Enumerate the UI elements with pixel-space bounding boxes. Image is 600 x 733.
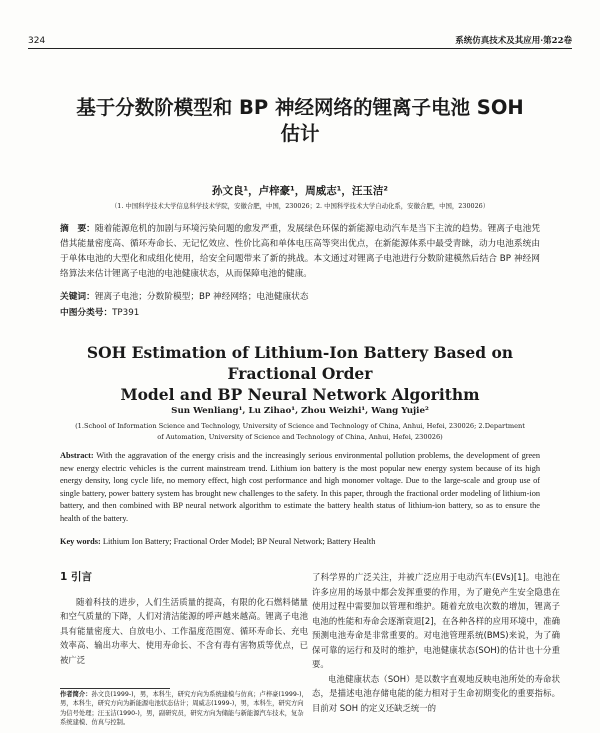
keywords-chinese-text: 锂离子电池；分数阶模型；BP 神经网络；电池健康状态 <box>94 292 309 302</box>
classification-value: TP391 <box>112 308 140 318</box>
running-header <box>28 32 572 46</box>
abstract-english <box>60 450 540 526</box>
page-number: 324 <box>28 36 46 46</box>
abstract-english-label: Abstract: <box>60 451 94 460</box>
body-column-left <box>60 570 308 667</box>
footnote-text: 孙文良(1999-)，男，本科生，研究方向为系统建模与仿真；卢梓豪(1999-)，男，本科生，研究方向为新能源电池状态估计；周威志(1999-)，男，本科生，研究方向为信号处理；汪玉洁(1990-)，男，副研究员，研究方向为储能与新能源汽车技术，复杂系统建模、仿真与控制。 <box>60 691 308 727</box>
keywords-english-label: Key words: <box>60 537 101 546</box>
footnote-rule <box>60 688 170 689</box>
journal-name: 系统仿真技术及其应用·第22卷 <box>455 36 572 46</box>
title-chinese-line1: 基于分数阶模型和 BP 神经网络的锂离子电池 SOH <box>76 96 524 119</box>
title-english-line1: SOH Estimation of Lithium-Ion Battery Based on Fractional Order <box>86 343 514 383</box>
affiliation-chinese: （1. 中国科学技术大学信息科学技术学院，安徽合肥，中国，230026；2. 中国科学技术大学自动化系，安徽合肥，中国，230026） <box>110 202 490 210</box>
title-english <box>60 342 540 405</box>
section-heading-introduction: 1 引言 <box>60 571 92 583</box>
body-paragraph: 随着科技的进步，人们生活质量的提高，有限的化石燃料储量和空气质量的下降，人们对清洁能源的呼声越来越高。锂离子电池具有能量密度大、自放电小、工作温度范围宽、循环寿命长、充电效率高、输出功率大、使用寿命长、不含有毒有害物质等优点，已被广泛 <box>60 596 308 665</box>
keywords-chinese <box>60 290 540 302</box>
abstract-chinese <box>60 222 540 282</box>
body-column-right <box>312 570 560 715</box>
abstract-english-text: With the aggravation of the energy crisis and the increasingly serious environmental pollution problems, the development of green new energy electric vehicles is the current mainstream trend. Lithium ion battery is the most popular new energy system because of its high energy density, long cycle life, no memory effect, high cost performance and high monomer voltage. Due to the large-scale and group use of single battery, power battery system has brought new challenges to the safety. In this paper, through the fractional order modeling of lithium-ion battery, and then combined with BP neural network algorithm to estimate the battery health status of lithium-ion battery, so as to ensure the health of the battery. <box>60 451 540 523</box>
abstract-chinese-label: 摘 要： <box>60 224 95 234</box>
title-chinese <box>40 95 560 147</box>
body-paragraph: 了科学界的广泛关注，并被广泛应用于电动汽车(EVs)[1]。电池在许多应用的场景中都会发挥重要的作用，为了避免产生安全隐患在使用过程中需要加以管理和维护。随着充放电次数的增加，锂离子电池的性能和寿命会逐渐衰退[2]，在各种各样的应用环境中，准确预测电池寿命是非常重要的。对电池管理系统(BMS)来说，为了确保可靠的运行和及时的维护，电池健康状态(SOH)的估计也十分重要。 <box>312 572 560 669</box>
title-chinese-line2: 估计 <box>280 122 320 145</box>
header-rule <box>28 48 572 49</box>
keywords-english-text: Lithium Ion Battery; Fractional Order Model; BP Neural Network; Battery Health <box>102 537 376 546</box>
abstract-chinese-text: 随着能源危机的加剧与环境污染问题的愈发严重，发展绿色环保的新能源电动汽车是当下主流的趋势。锂离子电池凭借其能量密度高、循环寿命长、无记忆效应、性价比高和单体电压高等突出优点，在新能源体系中最受青睐，动力电池系统由于单体电池的大型化和成组化使用，给安全问题带来了新的挑战。本文通过对锂离子电池进行分数阶建模然后结合 BP 神经网络算法来估计锂离子电池的电池健康状态，从而保障电池的健康。 <box>60 224 541 279</box>
authors-chinese: 孙文良¹，卢梓豪¹，周威志¹，汪玉洁² <box>212 185 388 197</box>
footnote-label: 作者简介： <box>60 691 92 698</box>
keywords-chinese-label: 关键词： <box>60 292 95 302</box>
author-footnote <box>60 690 308 728</box>
body-paragraph: 电池健康状态（SOH）是以数字直观地反映电池所处的寿命状态，是描述电池存储电能的能力相对于生命初期变化的重要指标。目前对 SOH 的定义还缺乏统一的 <box>312 673 560 713</box>
keywords-english <box>60 537 540 546</box>
title-english-line2: Model and BP Neural Network Algorithm <box>120 385 480 404</box>
classification-number <box>60 306 540 318</box>
classification-label: 中图分类号： <box>60 308 113 318</box>
authors-english: Sun Wenliang¹, Lu Zihao¹, Zhou Weizhi¹, Wang Yujie² <box>171 406 429 416</box>
affiliation-english: (1.School of Information Science and Technology, University of Science and Technology of China, Anhui, Hefei, 230026; 2.Department of Automation, University of Science and Technology of China, Anhui, Hefei, 230026) <box>75 422 525 441</box>
